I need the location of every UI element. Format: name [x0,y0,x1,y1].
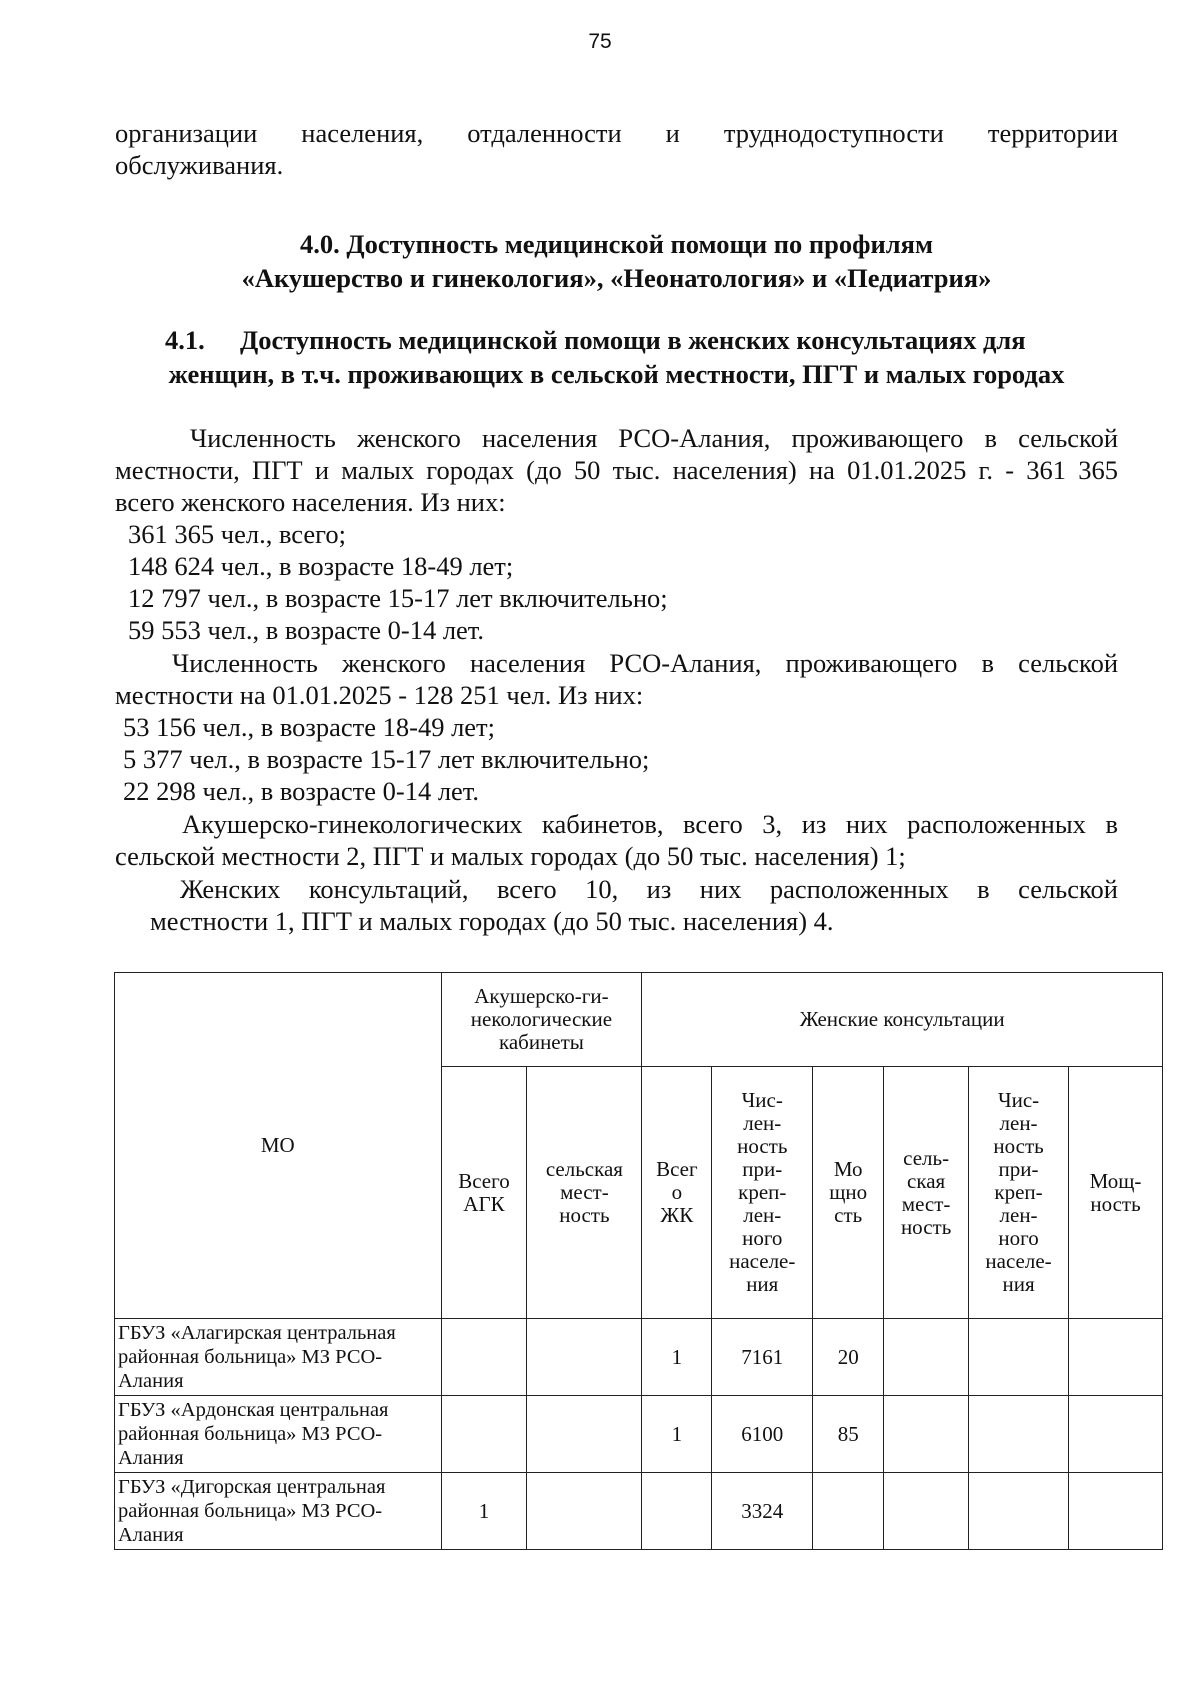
cell-zk-population: 6100 [712,1396,813,1473]
header-zk-rural: сель- ская мест- ность [884,1067,969,1319]
list2-item: 53 156 чел., в возрасте 18-49 лет; [123,712,495,742]
cell-zk-total: 1 [642,1396,712,1473]
list1-item: 12 797 чел., в возрасте 15-17 лет включительно; [128,583,668,613]
header-agk-group: Акушерско-ги- некологические кабинеты [441,973,642,1067]
cell-zk-rural-population [969,1473,1069,1550]
para2-line-2: местности на 01.01.2025 - 128 251 чел. Из них: [115,680,644,710]
section-title-line-2: «Акушерство и гинекология», «Неонатология» и «Педиатрия» [241,263,992,293]
section-title-line-1: 4.0. Доступность медицинской помощи по профилям [300,229,933,259]
cell-zk-population: 7161 [712,1319,813,1396]
cell-mo: ГБУЗ «Дигорская центральная районная больница» МЗ РСО- Алания [115,1473,442,1550]
cell-zk-population: 3324 [712,1473,813,1550]
cell-zk-rural-capacity [1069,1396,1163,1473]
header-agk-total: Всего АГК [441,1067,527,1319]
cell-zk-capacity [813,1473,884,1550]
subsection-title-line-2: женщин, в т.ч. проживающих в сельской местности, ПГТ и малых городах [168,359,1065,389]
consultations-table [114,972,1163,1550]
cell-agk-rural [527,1396,642,1473]
list1-item: 59 553 чел., в возрасте 0-14 лет. [128,615,485,645]
cell-mo: ГБУЗ «Ардонская центральная районная больница» МЗ РСО- Алания [115,1396,442,1473]
cell-agk-rural [527,1473,642,1550]
cell-zk-total: 1 [642,1319,712,1396]
list2-item: 22 298 чел., в возрасте 0-14 лет. [123,776,480,806]
cell-zk-rural-capacity [1069,1319,1163,1396]
cell-zk-capacity: 20 [813,1319,884,1396]
cell-zk-rural-capacity [1069,1473,1163,1550]
header-zk-rural-population: Чис- лен- ность при- креп- лен- ного населе- ния [969,1067,1069,1319]
para1-line-2: местности, ПГТ и малых городах (до 50 тыс. населения) на 01.01.2025 г. - 361 365 [115,455,1118,485]
list2-item: 5 377 чел., в возрасте 15-17 лет включительно; [123,744,650,774]
intro-line-2: обслуживания. [115,150,284,180]
page-number: 75 [588,30,612,53]
header-zk-group: Женские консультации [642,973,1163,1067]
table-row [115,1396,1163,1473]
cell-agk-total [441,1396,527,1473]
cell-zk-rural [884,1319,969,1396]
para2-line-1: Численность женского населения РСО-Алания, проживающего в сельской [172,648,1118,678]
table-row [115,1473,1163,1550]
cell-zk-rural-population [969,1319,1069,1396]
header-agk-rural: сельская мест- ность [527,1067,642,1319]
header-zk-population: Чис- лен- ность при- креп- лен- ного населе- ния [712,1067,813,1319]
cell-zk-rural [884,1396,969,1473]
para1-line-3: всего женского населения. Из них: [115,487,506,517]
cell-zk-rural [884,1473,969,1550]
subsection-number: 4.1. [165,325,205,355]
cell-agk-total: 1 [441,1473,527,1550]
cell-zk-total [642,1473,712,1550]
cell-mo: ГБУЗ «Алагирская центральная районная больница» МЗ РСО- Алания [115,1319,442,1396]
subsection-title [115,323,1118,391]
para4-line-2: местности 1, ПГТ и малых городах (до 50 тыс. населения) 4. [150,906,834,936]
cell-zk-rural-population [969,1396,1069,1473]
para4-line-1: Женских консультаций, всего 10, из них расположенных в сельской [180,874,1118,904]
list1-item: 361 365 чел., всего; [128,519,346,549]
subsection-title-line-1: Доступность медицинской помощи в женских консультациях для [240,325,1026,355]
header-zk-rural-capacity: Мощ- ность [1069,1067,1163,1319]
para3-line-2: сельской местности 2, ПГТ и малых городах (до 50 тыс. населения) 1; [115,841,906,871]
cell-agk-total [441,1319,527,1396]
para3-line-1: Акушерско-гинекологических кабинетов, всего 3, из них расположенных в [182,809,1118,839]
header-zk-total: Всег о ЖК [642,1067,712,1319]
cell-agk-rural [527,1319,642,1396]
header-zk-capacity: Мо щно сть [813,1067,884,1319]
cell-zk-capacity: 85 [813,1396,884,1473]
table-row [115,1319,1163,1396]
list1-item: 148 624 чел., в возрасте 18-49 лет; [128,551,514,581]
header-mo: МО [115,973,442,1319]
para1-line-1: Численность женского населения РСО-Алания, проживающего в сельской [190,423,1118,453]
intro-line-1: организации населения, отдаленности и труднодоступности территории [115,118,1118,148]
